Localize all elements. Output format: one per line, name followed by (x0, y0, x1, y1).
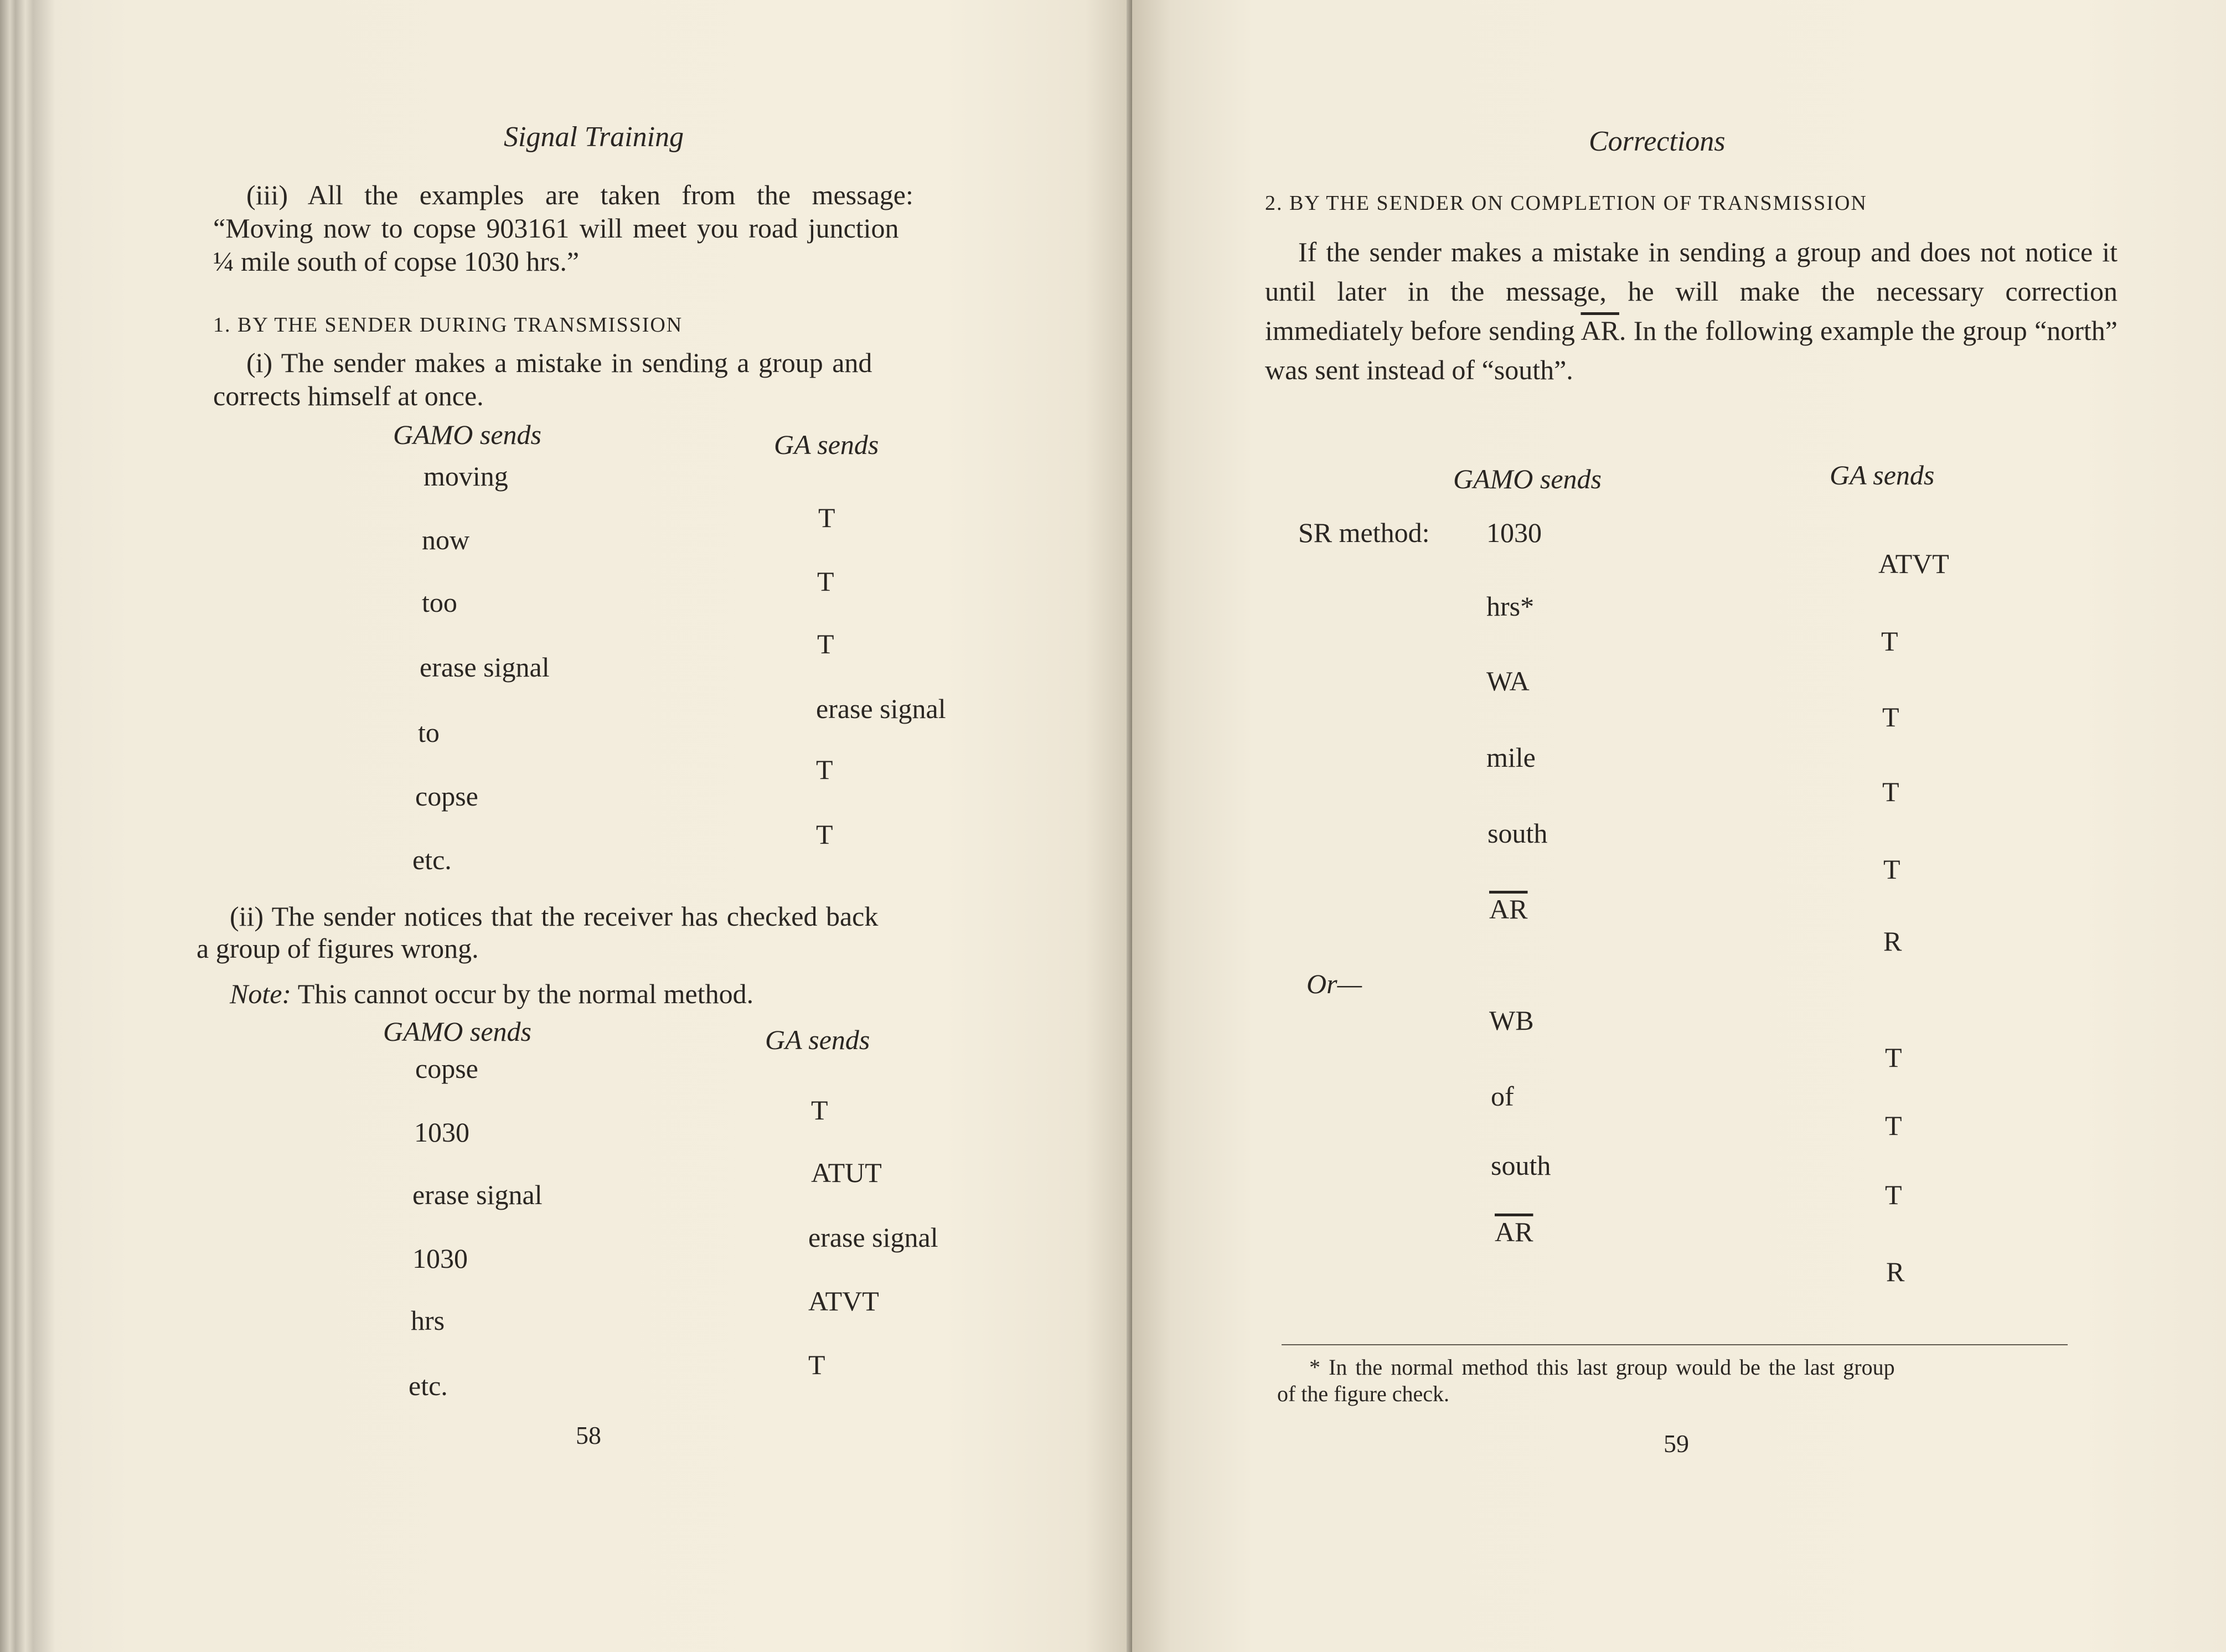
case-ii-line-1: (ii) The sender notices that the receiver has checked back (230, 901, 879, 932)
table1-gamo-item: too (422, 587, 457, 618)
table-gamo-item: south (1491, 1150, 1551, 1181)
table-gamo-item: 1030 (1486, 517, 1542, 548)
footnote-line-1: * In the normal method this last group would be the last group (1309, 1355, 1895, 1380)
table1-gamo-item: now (422, 524, 470, 555)
table2-col-ga: GA sends (765, 1024, 870, 1055)
section-2-heading: 2. BY THE SENDER ON COMPLETION OF TRANSMISSION (1265, 192, 1867, 215)
section-1-heading: 1. BY THE SENDER DURING TRANSMISSION (213, 313, 683, 337)
table-gamo-item: mile (1486, 742, 1536, 773)
table1-ga-item: T (817, 628, 834, 659)
table1-gamo-item: erase signal (420, 652, 550, 683)
running-head: Corrections (1589, 126, 1726, 157)
table-gamo-item: hrs* (1486, 591, 1535, 622)
paragraph-text-end: . In the following example the group “north” was sent instead of “south”. (1265, 315, 2117, 385)
table-ga-item: T (1885, 1179, 1902, 1210)
table-ga-item: T (1883, 854, 1900, 885)
paragraph-text: If the sender makes a mistake in sending a group and does not notice it until later in the message, he will make the necessary correction immediately before sending (1265, 236, 2117, 346)
section-2-paragraph (1265, 233, 2117, 390)
table-ga-item: T (1882, 701, 1899, 732)
table2-gamo-item: 1030 (414, 1117, 469, 1148)
footnote-rule (1282, 1344, 2068, 1345)
table2-ga-item: erase signal (808, 1222, 938, 1253)
table2-gamo-item: erase signal (412, 1179, 543, 1210)
intro-line-1 (246, 181, 1008, 209)
table2-ga-item: ATVT (808, 1286, 879, 1317)
table-ga-item: ATVT (1878, 548, 1949, 579)
table-ga-item: T (1881, 626, 1898, 657)
or-label: Or— (1306, 968, 1362, 999)
table2-gamo-item: hrs (411, 1305, 445, 1336)
table-ga-item: T (1885, 1110, 1902, 1141)
table2-gamo-item: copse (415, 1053, 478, 1084)
table2-ga-item: T (808, 1349, 825, 1380)
running-head: Signal Training (504, 121, 684, 153)
table-ga-item: T (1882, 776, 1899, 807)
note-text: This cannot occur by the normal method. (297, 978, 754, 1009)
table1-gamo-item: moving (423, 461, 508, 492)
table1-col-gamo: GAMO sends (393, 419, 542, 450)
table1-gamo-item: to (418, 717, 440, 748)
table1-gamo-item: copse (415, 781, 478, 812)
table2-gamo-item: 1030 (412, 1243, 468, 1274)
table1-ga-item: T (816, 754, 833, 785)
table-gamo-item: WB (1489, 1005, 1534, 1036)
table-col-gamo: GAMO sends (1453, 463, 1602, 494)
case-ii-line-2: a group of figures wrong. (197, 933, 479, 964)
table-ga-item: R (1883, 926, 1902, 957)
table-gamo-item-ar: $\overline{AR}$ (1489, 894, 1528, 925)
page-number-59: 59 (1664, 1429, 1689, 1458)
right-page (1132, 0, 2226, 1652)
table1-gamo-item: etc. (412, 844, 452, 875)
table-gamo-item-ar: $\overline{AR}$ (1495, 1216, 1533, 1247)
page-number-58: 58 (576, 1421, 601, 1449)
note-label: Note: (230, 978, 292, 1009)
table1-ga-item: T (817, 566, 834, 597)
case-i-line-1: (i) The sender makes a mistake in sending a group and (246, 347, 872, 378)
note-line (230, 980, 753, 1008)
table1-col-ga: GA sends (774, 429, 879, 460)
case-i-line-2: corrects himself at once. (213, 380, 484, 411)
table2-col-gamo: GAMO sends (383, 1016, 532, 1047)
table-gamo-item: of (1491, 1081, 1514, 1112)
intro-line-3: ¼ mile south of copse 1030 hrs.” (213, 246, 580, 277)
table-ga-item: T (1885, 1042, 1902, 1073)
intro-line-1-text: (iii) All the examples are taken from the message: (246, 179, 913, 210)
footnote-line-2: of the figure check. (1277, 1381, 1449, 1406)
table-col-ga: GA sends (1830, 460, 1935, 491)
table1-ga-item: erase signal (816, 693, 946, 724)
table2-ga-item: T (811, 1095, 828, 1126)
table1-ga-item: T (818, 502, 835, 533)
paragraph-ar: $\overline{AR}$ (1581, 315, 1619, 346)
table-gamo-item: south (1488, 818, 1548, 849)
table1-ga-item: T (816, 819, 833, 850)
table-ga-item: R (1886, 1256, 1905, 1287)
intro-line-2: “Moving now to copse 903161 will meet you road junction (213, 213, 899, 244)
table2-gamo-item: etc. (409, 1370, 448, 1401)
table-gamo-item: WA (1486, 665, 1530, 696)
table2-ga-item: ATUT (811, 1157, 882, 1188)
sr-method-label: SR method: (1298, 517, 1430, 548)
